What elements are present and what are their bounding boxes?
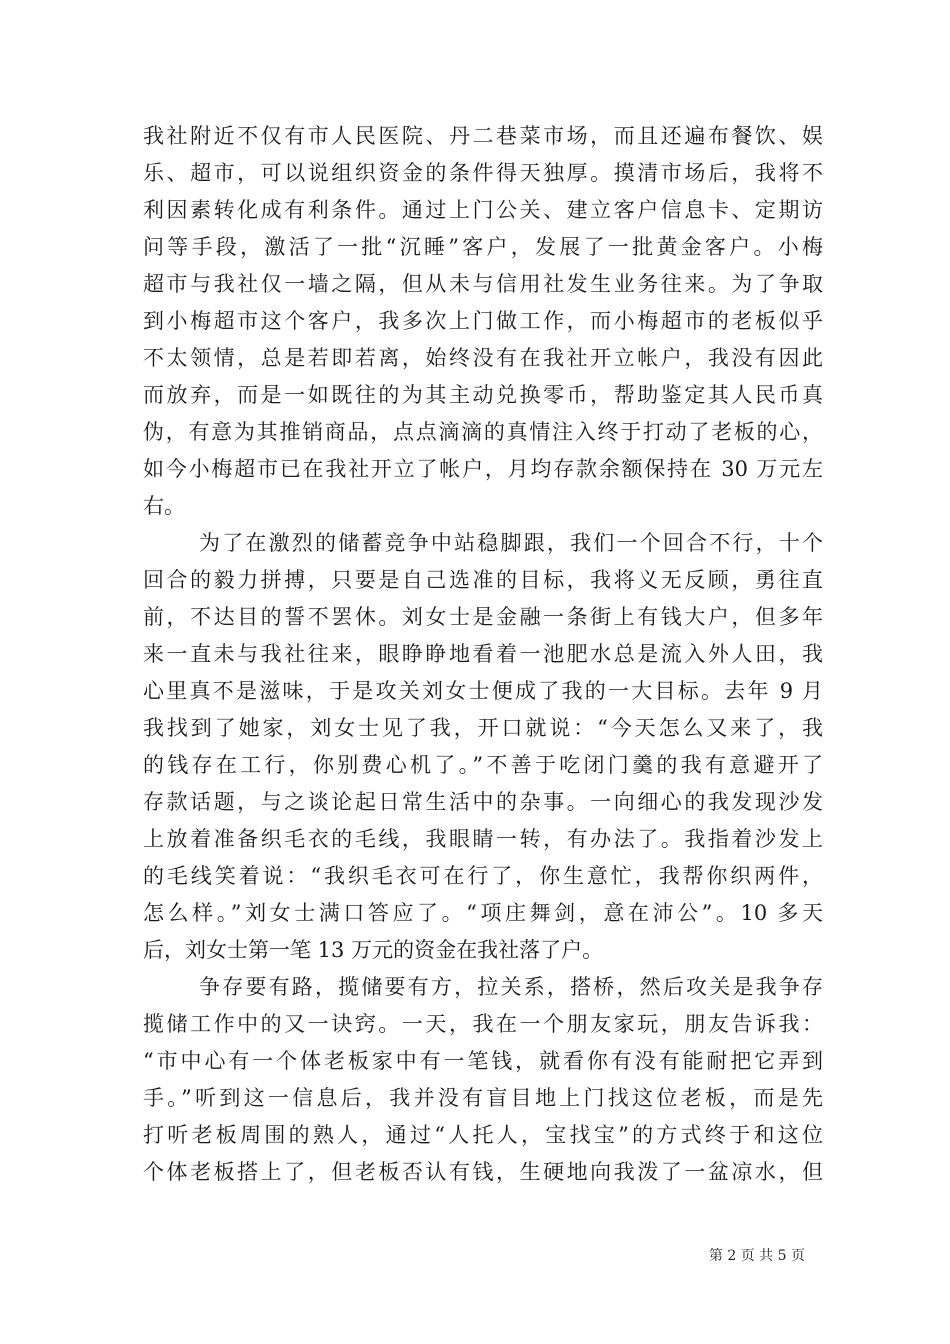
text-line: 的钱存在工行，你别费心机了。”不善于吃闭门羹的我有意避开了 bbox=[143, 753, 823, 777]
text-line: 问等手段，激活了一批“沉睡”客户，发展了一批黄金客户。小梅 bbox=[143, 235, 823, 259]
text-line: 如今小梅超市已在我社开立了帐户，月均存款余额保持在 30 万元左 bbox=[143, 457, 823, 481]
text-line: 揽储工作中的又一诀窍。一天，我在一个朋友家玩，朋友告诉我： bbox=[143, 1012, 823, 1036]
text-line: 而放弃，而是一如既往的为其主动兑换零币，帮助鉴定其人民币真 bbox=[143, 383, 823, 407]
page-number-footer: 第 2 页 共 5 页 bbox=[708, 1248, 805, 1264]
text-line: 后，刘女士第一笔 13 万元的资金在我社落了户。 bbox=[143, 938, 604, 962]
text-line: 回合的毅力拼搏，只要是自己选准的目标，我将义无反顾，勇往直 bbox=[143, 568, 823, 592]
text-line: 打听老板周围的熟人，通过“人托人，宝找宝”的方式终于和这位 bbox=[143, 1123, 823, 1147]
body-text bbox=[143, 118, 823, 1191]
text-line: 个体老板搭上了，但老板否认有钱，生硬地向我泼了一盆凉水，但 bbox=[143, 1160, 823, 1184]
text-line: 乐、超市，可以说组织资金的条件得天独厚。摸清市场后，我将不 bbox=[143, 161, 823, 185]
text-line: 到小梅超市这个客户，我多次上门做工作，而小梅超市的老板似乎 bbox=[143, 309, 823, 333]
text-line: 不太领情，总是若即若离，始终没有在我社开立帐户，我没有因此 bbox=[143, 346, 823, 370]
text-line: 右。 bbox=[143, 494, 185, 518]
text-line: 前，不达目的誓不罢休。刘女士是金融一条街上有钱大户，但多年 bbox=[143, 605, 823, 629]
text-line: 伪，有意为其推销商品，点点滴滴的真情注入终于打动了老板的心， bbox=[143, 420, 823, 444]
text-line: 来一直未与我社往来，眼睁睁地看着一池肥水总是流入外人田，我 bbox=[143, 642, 823, 666]
text-line: 上放着准备织毛衣的毛线，我眼睛一转，有办法了。我指着沙发上 bbox=[143, 827, 823, 851]
paragraph-first-line: 争存要有路，揽储要有方，拉关系，搭桥，然后攻关是我争存 bbox=[199, 975, 823, 999]
text-line: 心里真不是滋味，于是攻关刘女士便成了我的一大目标。去年 9 月 bbox=[143, 679, 823, 703]
text-line: 我社附近不仅有市人民医院、丹二巷菜市场，而且还遍布餐饮、娱 bbox=[143, 124, 823, 148]
text-line: “市中心有一个体老板家中有一笔钱，就看你有没有能耐把它弄到 bbox=[143, 1049, 823, 1073]
text-line: 超市与我社仅一墙之隔，但从未与信用社发生业务往来。为了争取 bbox=[143, 272, 823, 296]
text-line: 存款话题，与之谈论起日常生活中的杂事。一向细心的我发现沙发 bbox=[143, 790, 823, 814]
text-line: 利因素转化成有利条件。通过上门公关、建立客户信息卡、定期访 bbox=[143, 198, 823, 222]
text-line: 我找到了她家，刘女士见了我，开口就说：“今天怎么又来了，我 bbox=[143, 716, 823, 740]
text-line: 怎么样。”刘女士满口答应了。“项庄舞剑，意在沛公”。10 多天 bbox=[143, 901, 823, 925]
paragraph-first-line: 为了在激烈的储蓄竞争中站稳脚跟，我们一个回合不行，十个 bbox=[199, 531, 823, 555]
text-line: 的毛线笑着说：“我织毛衣可在行了，你生意忙，我帮你织两件， bbox=[143, 864, 823, 888]
text-line: 手。”听到这一信息后，我并没有盲目地上门找这位老板，而是先 bbox=[143, 1086, 823, 1110]
